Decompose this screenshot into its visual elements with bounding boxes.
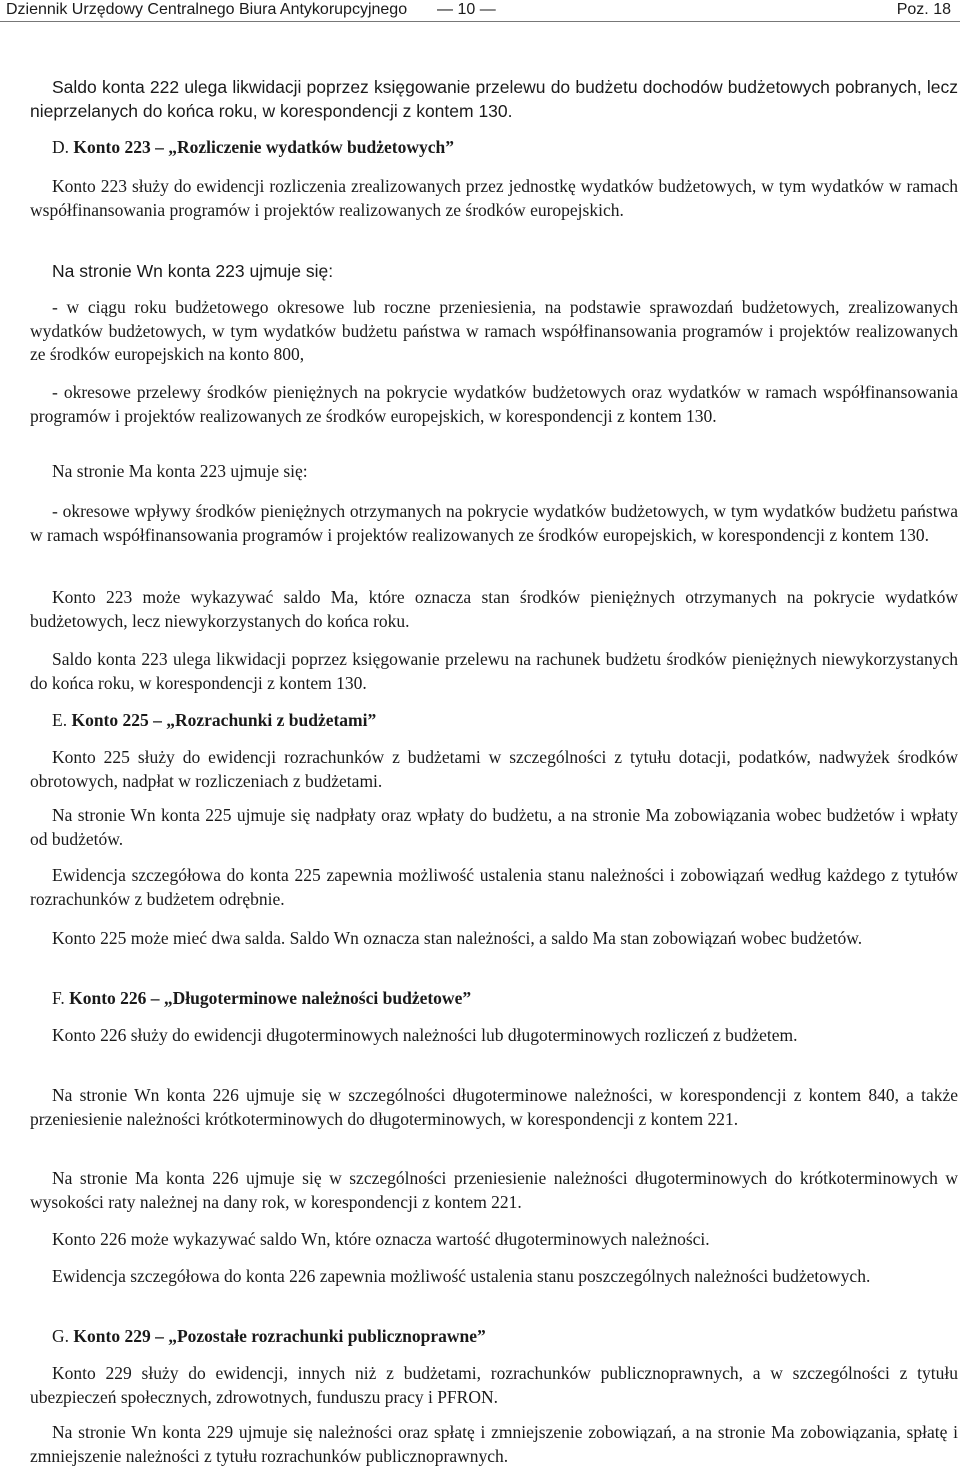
paragraph-konto-225-purpose: Konto 225 służy do ewidencji rozrachunków z budżetami w szczególności z tytułu dotacji, podatków, nadwyżek środków obrotowych, nadpłat w rozliczeniach z budżetami. (30, 747, 958, 791)
paragraph-ma-223-item-1: - okresowe wpływy środków pieniężnych otrzymanych na pokrycie wydatków budżetowych, w tym wydatków budżetu państwa w ramach współfinansowania programów i projektów realizowanych ze środków europejskich, w korespondencji z kontem 130. (30, 501, 958, 545)
section-title: Konto 225 – „Rozrachunki z budżetami” (71, 710, 377, 730)
paragraph-saldo-226: Konto 226 może wykazywać saldo Wn, które oznacza wartość długoterminowych należności. (52, 1229, 710, 1249)
page-number: — 10 — (437, 1, 496, 18)
paragraph-konto-223-purpose: Konto 223 służy do ewidencji rozliczenia zrealizowanych przez jednostkę wydatków budżetowych, w tym wydatków w ramach współfinansowania programów i projektów realizowanych ze środków europejskich. (30, 176, 958, 220)
section-heading-e (52, 709, 952, 733)
paragraph-konto-226-purpose: Konto 226 służy do ewidencji długoterminowych należności lub długoterminowych rozliczeń z budżetem. (52, 1025, 798, 1045)
paragraph-wn-ma-229: Na stronie Wn konta 229 ujmuje się należności oraz spłatę i zmniejszenie zobowiązań, a na stronie Ma zobowiązania, spłatę i zmniejszenie należności z tytułu rozrachunków publicznoprawnych. (30, 1422, 958, 1466)
paragraph-ewidencja-225: Ewidencja szczegółowa do konta 225 zapewnia możliwość ustalenia stanu należności i zobowiązań według każdego z tytułów rozrachunków z budżetem odrębnie. (30, 865, 958, 909)
section-letter: E. (52, 710, 68, 730)
section-heading-g (52, 1325, 952, 1349)
section-letter: F. (52, 988, 65, 1008)
paragraph-wn-223-item-2: - okresowe przelewy środków pieniężnych na pokrycie wydatków budżetowych oraz wydatków w ramach współfinansowania programów i projektów realizowanych ze środków europejskich, w korespondencji z kontem 130. (30, 382, 958, 426)
section-letter: G. (52, 1326, 70, 1346)
section-title: Konto 223 – „Rozliczenie wydatków budżetowych” (73, 137, 454, 157)
paragraph-salda-225: Konto 225 może mieć dwa salda. Saldo Wn oznacza stan należności, a saldo Ma stan zobowiązań wobec budżetów. (52, 928, 863, 948)
paragraph-konto-229-purpose: Konto 229 służy do ewidencji, innych niż z budżetami, rozrachunków publicznoprawnych, a w szczególności z tytułu ubezpieczeń społecznych, zdrowotnych, funduszu pracy i PFRON. (30, 1363, 958, 1407)
paragraph-saldo-222: Saldo konta 222 ulega likwidacji poprzez księgowanie przelewu do budżetu dochodów budżetowych pobranych, lecz nieprzelanych do końca roku, w korespondencji z kontem 130. (30, 77, 958, 121)
paragraph-ewidencja-226: Ewidencja szczegółowa do konta 226 zapewnia możliwość ustalenia stanu poszczególnych należności budżetowych. (52, 1266, 871, 1286)
paragraph-wn-ma-225: Na stronie Wn konta 225 ujmuje się nadpłaty oraz wpłaty do budżetu, a na stronie Ma zobowiązania wobec budżetów i wpłaty od budżetów. (30, 805, 958, 849)
section-title: Konto 226 – „Długoterminowe należności budżetowe” (69, 988, 472, 1008)
paragraph-wn-223-item-1: - w ciągu roku budżetowego okresowe lub roczne przeniesienia, na podstawie sprawozdań budżetowych, zrealizowanych wydatków budżetowych, w tym wydatków budżetu państwa w ramach współfinansowania programów i projektów realizowanych ze środków europejskich na konto 800, (30, 297, 958, 364)
position-number: Poz. 18 (896, 1, 951, 18)
journal-title: Dziennik Urzędowy Centralnego Biura Antykorupcyjnego (6, 1, 408, 18)
paragraph-wn-226: Na stronie Wn konta 226 ujmuje się w szczególności długoterminowe należności, w korespondencji z kontem 840, a także przeniesienie należności krótkoterminowych do długoterminowych, w korespondencji z kontem 221. (30, 1085, 958, 1129)
section-letter: D. (52, 137, 70, 157)
section-heading-f (52, 987, 952, 1011)
paragraph-saldo-ma-223: Konto 223 może wykazywać saldo Ma, które oznacza stan środków pieniężnych otrzymanych na pokrycie wydatków budżetowych, lecz niewykorzystanych do końca roku. (30, 587, 958, 631)
section-heading-d (52, 136, 952, 160)
paragraph-ma-223-intro: Na stronie Ma konta 223 ujmuje się: (52, 461, 308, 481)
page-header (0, 0, 960, 22)
paragraph-saldo-223-likwidacja: Saldo konta 223 ulega likwidacji poprzez księgowanie przelewu na rachunek budżetu środków pieniężnych niewykorzystanych do końca roku, w korespondencji z kontem 130. (30, 649, 958, 693)
paragraph-ma-226: Na stronie Ma konta 226 ujmuje się w szczególności przeniesienie należności długoterminowych do krótkoterminowych w wysokości raty należnej na dany rok, w korespondencji z kontem 221. (30, 1168, 958, 1212)
header-rule (0, 21, 960, 22)
section-title: Konto 229 – „Pozostałe rozrachunki publicznoprawne” (73, 1326, 486, 1346)
paragraph-wn-223-intro: Na stronie Wn konta 223 ujmuje się: (52, 261, 334, 281)
